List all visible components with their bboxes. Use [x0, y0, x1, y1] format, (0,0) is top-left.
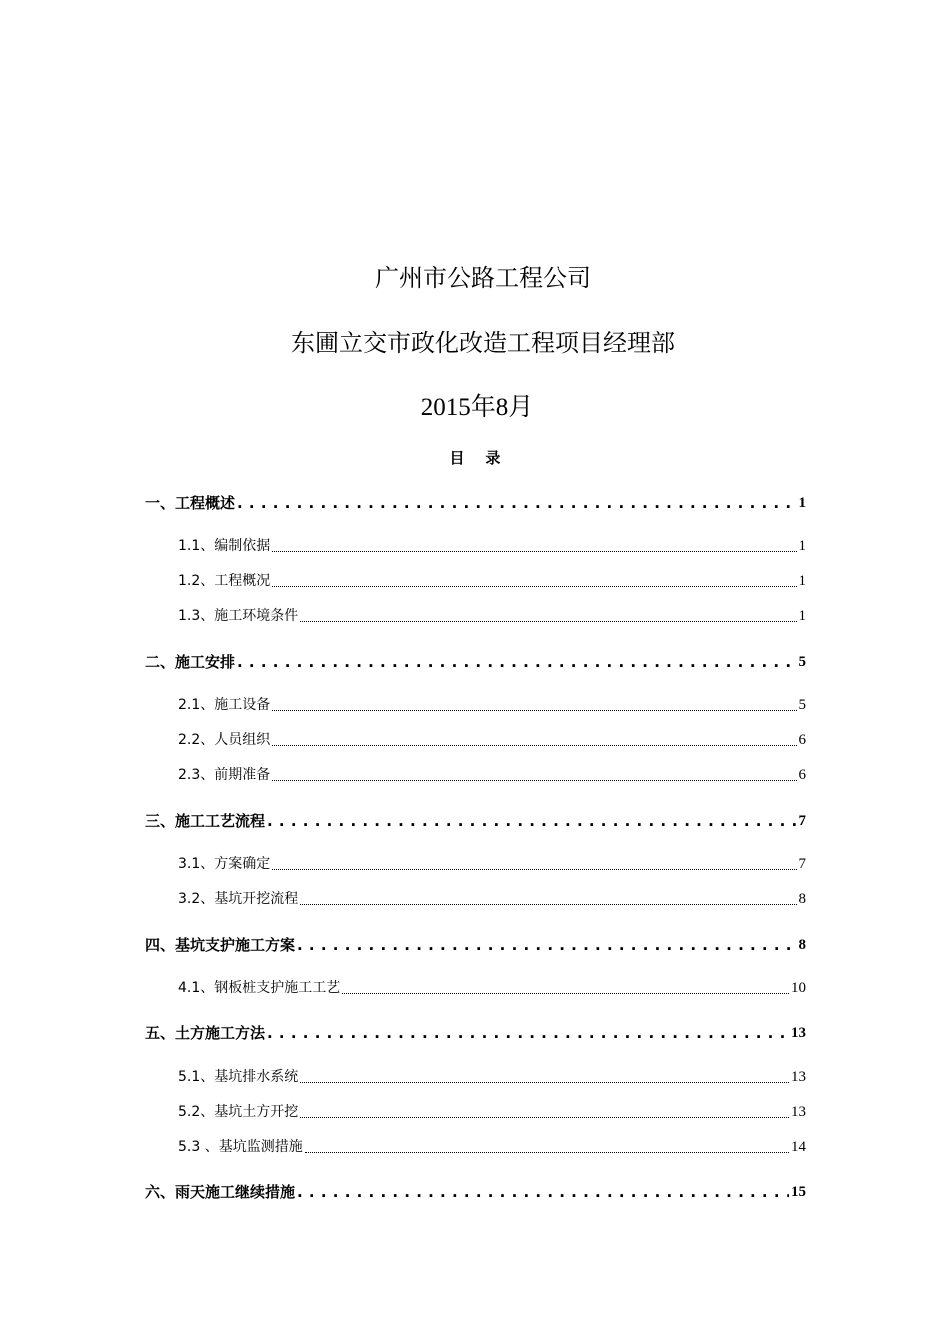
toc-page-number: 13	[791, 1104, 806, 1120]
toc-entry-title: 五、土方施工方法	[145, 1024, 266, 1042]
toc-subsection-entry[interactable]	[178, 695, 806, 715]
toc-entry-title: 2.1、施工设备	[178, 697, 271, 713]
toc-entry-title: 5.3 、基坑监测措施	[178, 1139, 303, 1155]
toc-entry-title: 5.1、基坑排水系统	[178, 1069, 299, 1085]
toc-dot-leader	[342, 979, 789, 994]
toc-page-number: 8	[798, 891, 806, 907]
toc-section-entry[interactable]	[145, 493, 806, 513]
toc-dot-leader	[272, 731, 796, 746]
toc-page-number: 10	[791, 980, 806, 996]
toc-subsection-entry[interactable]	[178, 1067, 806, 1087]
project-department: 东圃立交市政化改造工程项目经理部	[291, 329, 675, 357]
toc-page-number: 7	[798, 813, 806, 829]
toc-entry-title: 1.1、编制依据	[178, 538, 271, 554]
toc-dot-leader	[237, 652, 796, 672]
toc-entry-title: 5.2、基坑土方开挖	[178, 1104, 299, 1120]
toc-page-number: 5	[798, 654, 806, 670]
toc-heading: 目 录	[449, 449, 501, 467]
toc-subsection-entry[interactable]	[178, 978, 806, 998]
toc-page-number: 13	[791, 1069, 806, 1085]
toc-page-number: 6	[798, 767, 806, 783]
toc-entry-title: 4.1、钢板桩支护施工工艺	[178, 980, 341, 996]
toc-dot-leader	[272, 766, 796, 781]
toc-dot-leader	[300, 607, 796, 622]
toc-entry-title: 1.3、施工环境条件	[178, 608, 299, 624]
company-name: 广州市公路工程公司	[375, 264, 591, 292]
toc-subsection-entry[interactable]	[178, 571, 806, 591]
toc-dot-leader	[297, 1182, 789, 1202]
toc-dot-leader	[272, 572, 796, 587]
document-date: 2015年8月	[420, 394, 534, 421]
toc-entry-title: 六、雨天施工继续措施	[145, 1183, 296, 1201]
toc-entry-title: 四、基坑支护施工方案	[145, 936, 296, 954]
toc-subsection-entry[interactable]	[178, 536, 806, 556]
toc-entry-title: 3.2、基坑开挖流程	[178, 891, 299, 907]
toc-dot-leader	[300, 890, 796, 905]
toc-entry-title: 一、工程概述	[145, 494, 236, 512]
toc-section-entry[interactable]	[145, 1023, 806, 1043]
toc-page-number: 15	[791, 1184, 806, 1200]
toc-page-number: 8	[798, 937, 806, 953]
toc-dot-leader	[300, 1068, 789, 1083]
toc-subsection-entry[interactable]	[178, 1137, 806, 1157]
toc-page-number: 5	[798, 697, 806, 713]
toc-page-number: 1	[798, 538, 806, 554]
toc-entry-title: 二、施工安排	[145, 653, 236, 671]
toc-subsection-entry[interactable]	[178, 765, 806, 785]
toc-page-number: 1	[798, 573, 806, 589]
toc-dot-leader	[272, 537, 796, 552]
toc-page-number: 1	[798, 495, 806, 511]
toc-subsection-entry[interactable]	[178, 730, 806, 750]
toc-entry-title: 2.3、前期准备	[178, 767, 271, 783]
toc-section-entry[interactable]	[145, 652, 806, 672]
toc-section-entry[interactable]	[145, 811, 806, 831]
toc-section-entry[interactable]	[145, 1182, 806, 1202]
toc-page-number: 7	[798, 856, 806, 872]
toc-subsection-entry[interactable]	[178, 1102, 806, 1122]
toc-page-number: 1	[798, 608, 806, 624]
toc-subsection-entry[interactable]	[178, 889, 806, 909]
toc-entry-title: 三、施工工艺流程	[145, 812, 266, 830]
toc-dot-leader	[272, 696, 796, 711]
toc-entry-title: 1.2、工程概况	[178, 573, 271, 589]
toc-entry-title: 2.2、人员组织	[178, 732, 271, 748]
toc-page-number: 13	[791, 1025, 806, 1041]
toc-dot-leader	[305, 1138, 789, 1153]
toc-dot-leader	[297, 935, 796, 955]
toc-dot-leader	[237, 493, 796, 513]
toc-subsection-entry[interactable]	[178, 606, 806, 626]
toc-dot-leader	[267, 811, 796, 831]
toc-subsection-entry[interactable]	[178, 854, 806, 874]
toc-dot-leader	[267, 1023, 789, 1043]
toc-dot-leader	[300, 1103, 789, 1118]
toc-entry-title: 3.1、方案确定	[178, 856, 271, 872]
toc-section-entry[interactable]	[145, 935, 806, 955]
toc-dot-leader	[272, 855, 796, 870]
toc-page-number: 14	[791, 1139, 806, 1155]
toc-page-number: 6	[798, 732, 806, 748]
